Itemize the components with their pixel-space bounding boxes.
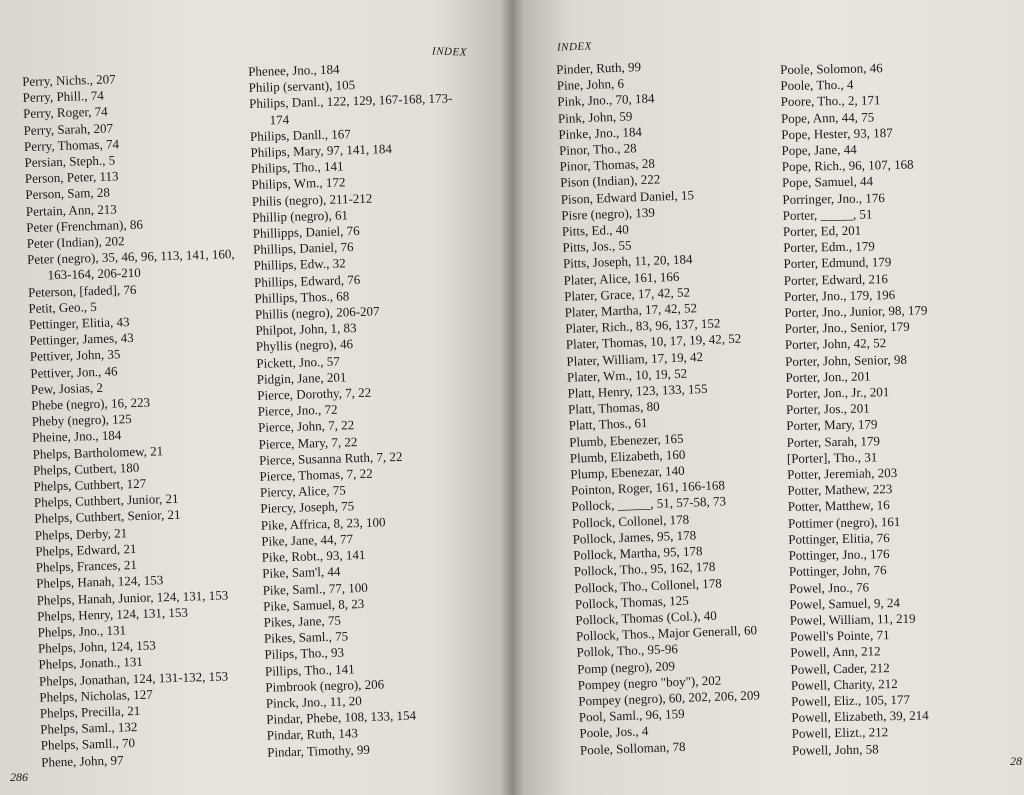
index-entry: Pike, Sam'l, 44 xyxy=(262,563,341,582)
index-entry: Peter (Indian), 202 xyxy=(26,233,125,251)
right-index-column-1 xyxy=(556,56,762,759)
index-entry: Pinder, Ruth, 99 xyxy=(556,59,642,77)
index-entry: Pike, Saml., 77, 100 xyxy=(262,579,368,598)
index-entry: Pope, Rich., 96, 107, 168 xyxy=(781,156,914,175)
index-entry: Phelps, Cuthbert, Senior, 21 xyxy=(34,507,181,527)
index-entry: Pottimer (negro), 161 xyxy=(787,513,901,531)
book-gutter xyxy=(500,0,524,795)
index-entry: Philips, Wm., 172 xyxy=(251,174,346,193)
index-entry: Pointon, Roger, 161, 166-168 xyxy=(570,477,726,499)
index-entry: Philis (negro), 211-212 xyxy=(251,190,373,209)
index-entry: Pillips, Tho., 141 xyxy=(264,660,355,679)
index-entry: Peterson, [faded], 76 xyxy=(27,281,137,300)
index-entry: Poole, Tho., 4 xyxy=(780,76,854,94)
index-entry: Phillis (negro), 206-207 xyxy=(254,303,380,322)
index-entry: Phelps, Cuthbert, Junior, 21 xyxy=(33,491,179,511)
index-entry: Plater, Wm., 10, 19, 52 xyxy=(566,365,688,385)
index-entry: Pomp (negro), 209 xyxy=(576,657,676,677)
index-entry: Porter, Jno., Senior, 179 xyxy=(784,319,910,337)
index-entry: Phenee, Jno., 184 xyxy=(248,61,340,79)
index-entry: Powell's Pointe, 71 xyxy=(789,627,890,645)
index-entry: Petit, Geo., 5 xyxy=(28,298,97,316)
index-entry: Pindar, Phebe, 108, 133, 154 xyxy=(266,707,417,727)
index-entry: Pitts, Jos., 55 xyxy=(562,237,632,256)
index-entry: Powell, Eliz., 105, 177 xyxy=(791,691,911,709)
index-entry: Pinke, Jno., 184 xyxy=(558,123,643,142)
index-entry: Potter, Mathew, 223 xyxy=(787,481,893,499)
index-entry: Pikes, Jane, 75 xyxy=(263,612,342,630)
index-entry: Porter, John, 42, 52 xyxy=(784,335,887,353)
index-entry: Phelps, Cutbert, 180 xyxy=(32,459,140,478)
index-entry: Pheby (negro), 125 xyxy=(31,411,132,430)
index-entry: Pope, Ann, 44, 75 xyxy=(780,108,875,126)
index-entry: Phelps, Frances, 21 xyxy=(35,557,138,575)
index-entry: Porter, Edm., 179 xyxy=(783,238,875,256)
index-entry: Pitts, Joseph, 11, 20, 184 xyxy=(562,251,693,272)
index-entry: Pinor, Thomas, 28 xyxy=(559,155,656,175)
index-entry: Phelps, Jonathan, 124, 131-132, 153 xyxy=(38,667,229,689)
index-entry: Pompey (negro), 60, 202, 206, 209 xyxy=(578,687,761,709)
index-entry: Pierce, Thomas, 7, 22 xyxy=(259,465,373,484)
index-entry: Powell, Charity, 212 xyxy=(790,675,898,693)
index-entry: Porter, Edward, 216 xyxy=(783,270,889,288)
index-entry: Pine, John, 6 xyxy=(556,75,625,94)
index-entry: Piercy, Alice, 75 xyxy=(259,482,346,501)
left-index-column-2 xyxy=(248,58,471,760)
index-entry: Pink, John, 59 xyxy=(557,107,633,126)
index-entry: Phebe (negro), 16, 223 xyxy=(31,394,151,413)
index-entry: 174 xyxy=(269,111,290,128)
index-entry: Philips, Danll., 167 xyxy=(249,125,351,144)
index-entry: Pew, Josias, 2 xyxy=(30,379,104,397)
index-entry: Pindar, Timothy, 99 xyxy=(267,741,371,760)
index-entry: Powell, Elizt., 212 xyxy=(791,724,889,742)
index-entry: Porter, Ed, 201 xyxy=(782,222,862,240)
index-entry: Pollock, Thomas, 125 xyxy=(574,592,689,612)
index-entry: Phelps, Derby, 21 xyxy=(34,524,128,543)
index-entry: Porter, Mary, 179 xyxy=(786,416,878,434)
right-page-number: 28 xyxy=(1010,754,1022,768)
index-entry: Plater, Alice, 161, 166 xyxy=(563,268,680,288)
index-entry: Porringer, Jno., 176 xyxy=(782,189,885,207)
index-entry: Potter, Jeremiah, 203 xyxy=(787,465,898,483)
index-entry: Pertain, Ann, 213 xyxy=(25,201,118,219)
index-entry: Pink, Jno., 70, 184 xyxy=(557,90,655,110)
index-entry: Pottinger, John, 76 xyxy=(788,562,887,580)
index-entry: Potter, Matthew, 16 xyxy=(787,497,890,515)
index-entry: Phillip (negro), 61 xyxy=(252,207,349,225)
index-entry: Person, Peter, 113 xyxy=(24,168,119,187)
index-entry: Powell, Elizabeth, 39, 214 xyxy=(791,707,929,726)
index-entry: Pheine, Jno., 184 xyxy=(31,427,122,446)
index-entry: Piercy, Joseph, 75 xyxy=(260,498,355,517)
index-entry: Pike, Affrica, 8, 23, 100 xyxy=(260,514,386,533)
index-entry: Pettinger, Elitia, 43 xyxy=(28,314,130,332)
index-entry: Pope, Samuel, 44 xyxy=(781,173,874,191)
index-entry: Powel, Samuel, 9, 24 xyxy=(789,594,901,612)
index-entry: Platt, Thomas, 80 xyxy=(567,398,660,418)
index-entry: Plumb, Elizabeth, 160 xyxy=(569,446,686,466)
index-entry: Porter, Jno., Junior, 98, 179 xyxy=(784,302,928,321)
index-entry: Peter (Frenchman), 86 xyxy=(26,216,144,235)
index-entry: Perry, Thomas, 74 xyxy=(23,136,120,154)
index-entry: Pollock, Collonel, 178 xyxy=(571,511,690,531)
index-entry: Phelps, Henry, 124, 131, 153 xyxy=(36,604,189,624)
index-entry: Perry, Nichs., 207 xyxy=(22,71,116,89)
index-entry: Pike, Samuel, 8, 23 xyxy=(262,595,365,614)
index-entry: Plumb, Ebenezer, 165 xyxy=(569,430,684,450)
index-entry: Pollock, James, 95, 178 xyxy=(572,527,697,547)
index-entry: Porter, Jon., Jr., 201 xyxy=(785,384,890,402)
index-entry: Phelps, Precilla, 21 xyxy=(39,702,141,721)
index-entry: Philips, Mary, 97, 141, 184 xyxy=(250,141,393,160)
index-entry: Phelps, Bartholomew, 21 xyxy=(32,442,164,462)
index-entry: Platt, Thos., 61 xyxy=(568,415,648,434)
index-entry: Pollock, Martha, 95, 178 xyxy=(572,543,703,563)
index-entry: Phillips, Edw., 32 xyxy=(253,255,346,274)
index-entry: Phelps, Saml., 132 xyxy=(40,719,138,737)
index-entry: Pierce, Jno., 72 xyxy=(257,401,338,420)
index-entry: Phene, John, 97 xyxy=(41,751,124,770)
index-entry: Phyllis (negro), 46 xyxy=(255,336,354,355)
index-entry: Pisre (negro), 139 xyxy=(561,204,656,223)
right-index-column-2 xyxy=(780,60,935,759)
index-entry: Persian, Steph., 5 xyxy=(24,152,116,170)
index-entry: Pierce, John, 7, 22 xyxy=(257,417,355,436)
index-entry: Phillips, Edward, 76 xyxy=(253,271,361,290)
index-entry: Pike, Jane, 44, 77 xyxy=(261,531,354,549)
index-entry: Phelps, Cuthbert, 127 xyxy=(33,475,147,494)
index-entry: Phelps, Hanah, 124, 153 xyxy=(36,572,164,592)
right-page-header: INDEX xyxy=(556,40,593,54)
index-entry: Pollock, Thomas (Col.), 40 xyxy=(575,607,717,628)
index-entry: Plump, Ebenezar, 140 xyxy=(570,462,685,482)
index-entry: Phelps, Jonath., 131 xyxy=(38,654,144,673)
index-entry: Pierce, Mary, 7, 22 xyxy=(258,433,358,452)
index-entry: Peter (negro), 35, 46, 96, 113, 141, 160, xyxy=(26,246,235,268)
index-entry: Pottinger, Jno., 176 xyxy=(788,546,890,564)
index-entry: Phelps, Jno., 131 xyxy=(37,622,127,640)
index-entry: Pollock, _____, 51, 57-58, 73 xyxy=(571,493,727,515)
index-entry: Plater, Martha, 17, 42, 52 xyxy=(564,300,698,320)
left-page-number: 286 xyxy=(10,770,28,784)
index-entry: Pinor, Tho., 28 xyxy=(558,140,637,158)
index-entry: Poore, Tho., 2, 171 xyxy=(780,92,881,110)
index-entry: Philpot, John, 1, 83 xyxy=(255,320,357,339)
index-entry: Pierce, Susanna Ruth, 7, 22 xyxy=(258,448,403,468)
index-entry: Pope, Jane, 44 xyxy=(781,141,857,159)
index-entry: Pidgin, Jane, 201 xyxy=(256,369,347,387)
index-entry: Platt, Henry, 123, 133, 155 xyxy=(567,380,708,401)
index-entry: Pettiver, Jon., 46 xyxy=(30,363,118,381)
index-entry: Pikes, Saml., 75 xyxy=(263,628,349,646)
index-entry: Perry, Phill., 74 xyxy=(22,87,104,106)
index-entry: Pison, Edward Daniel, 15 xyxy=(560,186,695,207)
index-entry: Phelps, Hanah, Junior, 124, 131, 153 xyxy=(36,586,229,608)
index-entry: Person, Sam, 28 xyxy=(25,185,111,203)
index-entry: Powell, John, 58 xyxy=(791,740,879,758)
index-entry: Pettinger, James, 43 xyxy=(29,330,134,349)
index-entry: Phelps, Nicholas, 127 xyxy=(39,686,153,705)
index-entry: Poole, Jos., 4 xyxy=(579,723,649,741)
index-entry: Plater, William, 17, 19, 42 xyxy=(566,348,704,369)
index-entry: Poole, Solloman, 78 xyxy=(579,738,686,758)
left-index-column-1 xyxy=(22,68,249,770)
index-entry: Porter, John, Senior, 98 xyxy=(785,351,908,369)
index-entry: Pison (Indian), 222 xyxy=(559,171,661,191)
index-entry: Pollock, Tho., 95, 162, 178 xyxy=(573,559,716,579)
index-entry: 163-164, 206-210 xyxy=(47,265,141,283)
index-entry: Pollok, Tho., 95-96 xyxy=(576,641,679,660)
index-entry: Powell, Cader, 212 xyxy=(790,659,890,677)
index-entry: Perry, Sarah, 207 xyxy=(23,120,114,138)
index-entry: Phillips, Daniel, 76 xyxy=(252,239,354,258)
index-entry: Powel, Jno., 76 xyxy=(789,579,870,596)
index-entry: Pierce, Dorothy, 7, 22 xyxy=(257,384,372,403)
index-entry: Porter, Sarah, 179 xyxy=(786,432,881,450)
index-entry: Porter, _____, 51 xyxy=(782,206,873,223)
index-entry: Philips, Danl., 122, 129, 167-168, 173- xyxy=(248,90,453,112)
index-entry: Phelps, Samll., 70 xyxy=(40,735,136,754)
index-entry: Porter, Jos., 201 xyxy=(785,400,870,418)
index-entry: Pimbrook (negro), 206 xyxy=(265,676,385,695)
index-entry: Porter, Jon., 201 xyxy=(785,368,871,385)
index-entry: Pilips, Tho., 93 xyxy=(264,644,345,663)
index-entry: Pitts, Ed., 40 xyxy=(561,221,629,239)
index-entry: Philip (servant), 105 xyxy=(248,77,356,96)
index-entry: Pottinger, Elitia, 76 xyxy=(788,530,890,547)
index-entry: Pickett, Jno., 57 xyxy=(256,353,340,371)
index-entry: Phillipps, Daniel, 76 xyxy=(252,222,360,241)
index-entry: Plater, Grace, 17, 42, 52 xyxy=(563,284,691,304)
index-entry: Porter, Edmund, 179 xyxy=(783,254,892,272)
index-entry: Plater, Thomas, 10, 17, 19, 42, 52 xyxy=(565,331,742,353)
index-entry: Powell, Ann, 212 xyxy=(790,643,881,661)
index-entry: Pike, Robt., 93, 141 xyxy=(261,547,366,565)
index-entry: Pollock, Tho., Collonel, 178 xyxy=(574,575,722,596)
index-entry: Pettiver, John, 35 xyxy=(29,346,121,365)
index-entry: Pope, Hester, 93, 187 xyxy=(781,124,893,142)
index-entry: Phelps, Edward, 21 xyxy=(35,540,137,559)
index-entry: Pollock, Thos., Major Generall, 60 xyxy=(575,622,758,644)
index-entry: Porter, Jno., 179, 196 xyxy=(783,286,896,304)
index-entry: Pindar, Ruth, 143 xyxy=(266,725,359,744)
left-page-header: INDEX xyxy=(431,45,468,59)
index-entry: Philips, Tho., 141 xyxy=(250,158,344,177)
index-entry: Poole, Solomon, 46 xyxy=(780,60,883,77)
index-entry: Pompey (negro "boy"), 202 xyxy=(577,672,722,693)
index-entry: Perry, Roger, 74 xyxy=(22,104,108,122)
index-entry: Plater, Rich., 83, 96, 137, 152 xyxy=(565,315,721,337)
index-entry: [Porter], Tho., 31 xyxy=(786,449,878,466)
index-entry: Phillips, Thos., 68 xyxy=(254,288,350,306)
index-entry: Phelps, John, 124, 153 xyxy=(37,637,156,656)
index-entry: Pinck, Jno., 11, 20 xyxy=(265,692,362,711)
index-entry: Pool, Saml., 96, 159 xyxy=(578,706,685,725)
index-entry: Powel, William, 11, 219 xyxy=(789,610,916,628)
